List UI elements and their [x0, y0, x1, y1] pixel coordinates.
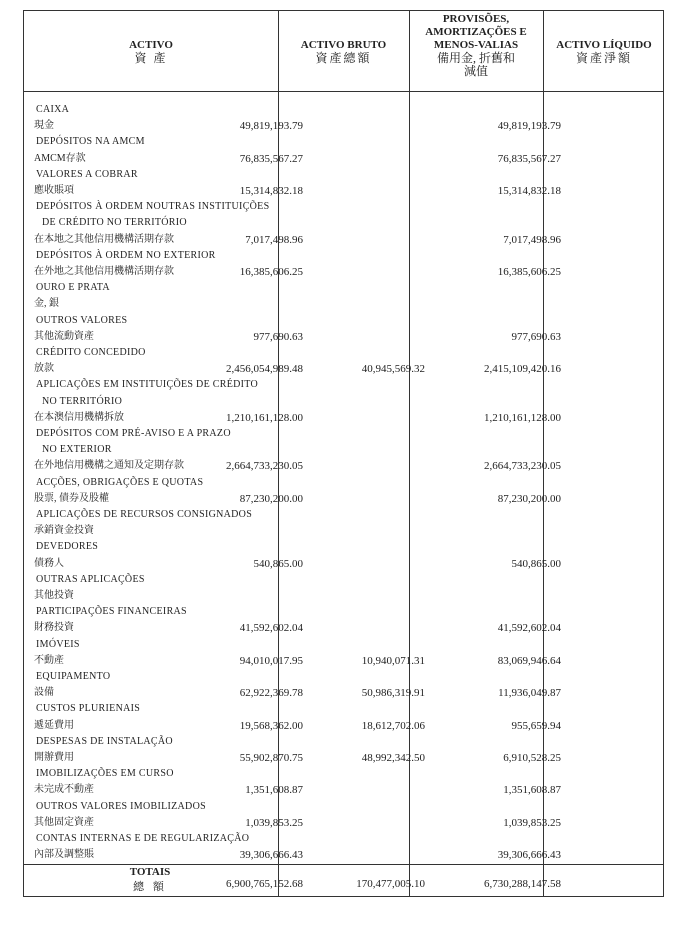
cell-activo-bruto: 16,385,606.25: [239, 266, 303, 278]
row-label-zh: 在外地之其他信用機構活期存款: [34, 266, 174, 277]
row-label-zh: AMCM存款: [34, 152, 86, 164]
cell-activo-liquido: 83,069,946.64: [497, 654, 561, 667]
row-label-pt: CRÉDITO CONCEDIDO: [36, 347, 146, 358]
cell-activo-liquido: 76,835,567.27: [497, 152, 561, 165]
cell-activo-liquido: 2,415,109,420.16: [484, 363, 561, 376]
row-label-pt-cont: DE CRÉDITO NO TERRITÓRIO: [42, 217, 187, 229]
row-label-zh: 在外地信用機構之通知及定期存款: [34, 460, 184, 472]
cell-activo-liquido: 7,017,498.96: [503, 233, 561, 246]
row-label-pt: DEPÓSITOS COM PRÉ-AVISO E A PRAZO: [36, 428, 231, 439]
totals-divider: [24, 864, 663, 865]
row-label-zh: 債務人: [34, 557, 64, 569]
header-provisoes: PROVISÕES, AMORTIZAÇÕES E MENOS-VALIAS 備用金, 折舊和 減值: [425, 13, 527, 78]
row-label-zh: 其他固定資產: [34, 816, 94, 828]
cell-activo-liquido: 1,210,161,128.00: [484, 411, 561, 424]
row-label-zh: 遞延費用: [34, 719, 74, 731]
row-label-zh: 不動產: [34, 654, 64, 666]
row-label-zh: 股票, 債券及股權: [34, 492, 109, 504]
row-label-pt: OURO E PRATA: [36, 282, 110, 294]
cell-activo-liquido: 15,314,832.18: [497, 185, 561, 197]
header-activo-liquido: ACTIVO LÍQUIDO 資產淨額: [556, 39, 652, 65]
row-label-zh: 在本澳信用機構拆放: [34, 411, 124, 423]
row-label-zh: 其他投資: [34, 590, 74, 601]
row-label-zh: 放款: [34, 363, 54, 375]
row-label-pt: OUTROS VALORES: [36, 314, 128, 326]
cell-activo-bruto: 1,351,608.87: [245, 784, 303, 797]
row-label-pt: OUTRAS APLICAÇÕES: [36, 573, 145, 585]
totals-label: TOTAIS 總 額: [129, 866, 171, 893]
row-label-zh: 內部及調整賬: [34, 849, 94, 861]
cell-activo-bruto: 39,306,666.43: [239, 849, 303, 862]
row-label-zh: 設備: [34, 687, 54, 699]
row-label-pt: DEVEDORES: [36, 541, 99, 553]
row-label-zh: 財務投資: [34, 622, 74, 634]
cell-activo-bruto: 977,690.63: [253, 330, 303, 343]
row-label-pt: APLICAÇÕES EM INSTITUIÇÕES DE CRÉDITO: [36, 379, 259, 391]
cell-activo-bruto: 19,568,362.00: [239, 719, 303, 732]
cell-activo-liquido: 11,936,049.87: [498, 687, 561, 700]
cell-activo-bruto: 2,664,733,230.05: [226, 460, 303, 473]
header-activo-bruto: ACTIVO BRUTO 資產總額: [300, 39, 387, 65]
row-label-pt: ACÇÕES, OBRIGAÇÕES E QUOTAS: [36, 476, 204, 488]
total-provisoes: 170,477,005.10: [356, 878, 425, 890]
row-label-pt: DEPÓSITOS À ORDEM NO EXTERIOR: [36, 249, 216, 261]
cell-provisoes: 48,992,342.50: [361, 752, 425, 764]
cell-activo-liquido: 49,819,193.79: [497, 120, 561, 133]
row-label-pt: CUSTOS PLURIENAIS: [36, 703, 141, 715]
total-activo-liquido: 6,730,288,147.58: [484, 878, 561, 890]
row-label-pt: EQUIPAMENTO: [36, 671, 111, 682]
header-activo: ACTIVO 資 產: [129, 39, 173, 65]
cell-activo-bruto: 15,314,832.18: [239, 185, 303, 197]
row-label-zh: 現金: [34, 120, 54, 132]
cell-activo-liquido: 1,039,853.25: [503, 816, 561, 829]
row-label-zh: 應收賬項: [34, 185, 74, 196]
row-label-pt: OUTROS VALORES IMOBILIZADOS: [36, 800, 206, 812]
cell-activo-liquido: 41,592,602.04: [497, 622, 561, 635]
cell-activo-bruto: 41,592,602.04: [239, 622, 303, 635]
row-label-pt: IMOBILIZAÇÕES EM CURSO: [36, 768, 174, 780]
cell-activo-bruto: 49,819,193.79: [239, 120, 303, 133]
row-label-zh: 承銷資金投資: [34, 525, 94, 537]
cell-activo-liquido: 540,865.00: [511, 557, 561, 570]
row-label-pt: DEPÓSITOS À ORDEM NOUTRAS INSTITUIÇÕES: [36, 201, 270, 213]
row-label-zh: 在本地之其他信用機構活期存款: [34, 233, 174, 245]
row-label-pt: CONTAS INTERNAS E DE REGULARIZAÇÃO: [36, 833, 250, 844]
cell-activo-bruto: 1,210,161,128.00: [226, 411, 303, 424]
cell-activo-liquido: 16,385,606.25: [497, 266, 561, 278]
cell-activo-liquido: 2,664,733,230.05: [484, 460, 561, 473]
cell-activo-liquido: 1,351,608.87: [503, 784, 561, 797]
cell-activo-bruto: 76,835,567.27: [239, 152, 303, 165]
row-label-pt: CAIXA: [36, 104, 70, 115]
row-label-zh: 未完成不動產: [34, 784, 94, 796]
cell-provisoes: 50,986,319.91: [361, 687, 425, 700]
cell-activo-liquido: 39,306,666.43: [497, 849, 561, 862]
header-divider: [24, 91, 663, 92]
row-label-pt: APLICAÇÕES DE RECURSOS CONSIGNADOS: [36, 509, 253, 520]
cell-activo-liquido: 955,659.94: [511, 719, 561, 732]
cell-activo-bruto: 55,902,870.75: [239, 752, 303, 764]
cell-provisoes: 18,612,702.06: [361, 719, 425, 732]
row-label-pt: PARTICIPAÇÕES FINANCEIRAS: [36, 606, 187, 618]
row-label-pt: VALORES A COBRAR: [36, 168, 138, 180]
row-label-pt-cont: NO EXTERIOR: [42, 444, 112, 456]
cell-activo-bruto: 1,039,853.25: [245, 816, 303, 829]
row-label-zh: 開辦費用: [34, 752, 74, 763]
row-label-pt: DESPESAS DE INSTALAÇÃO: [36, 735, 173, 747]
cell-activo-liquido: 6,910,528.25: [503, 752, 561, 764]
cell-activo-bruto: 540,865.00: [253, 557, 303, 570]
cell-activo-bruto: 62,922,369.78: [239, 687, 303, 700]
cell-activo-liquido: 977,690.63: [511, 330, 561, 343]
row-label-pt-cont: NO TERRITÓRIO: [42, 395, 123, 407]
total-activo-bruto: 6,900,765,152.68: [226, 878, 303, 890]
cell-activo-bruto: 7,017,498.96: [245, 233, 303, 246]
cell-provisoes: 40,945,569.32: [361, 363, 425, 376]
row-label-pt: IMÓVEIS: [36, 638, 80, 650]
row-label-zh: 其他流動資產: [34, 330, 94, 342]
cell-activo-liquido: 87,230,200.00: [497, 492, 561, 505]
cell-activo-bruto: 94,010,017.95: [239, 654, 303, 667]
row-label-zh: 金, 銀: [34, 298, 59, 310]
row-label-pt: DEPÓSITOS NA AMCM: [36, 136, 145, 148]
cell-activo-bruto: 87,230,200.00: [239, 492, 303, 505]
cell-activo-bruto: 2,456,054,989.48: [226, 363, 303, 376]
cell-provisoes: 10,940,071.31: [361, 654, 425, 667]
